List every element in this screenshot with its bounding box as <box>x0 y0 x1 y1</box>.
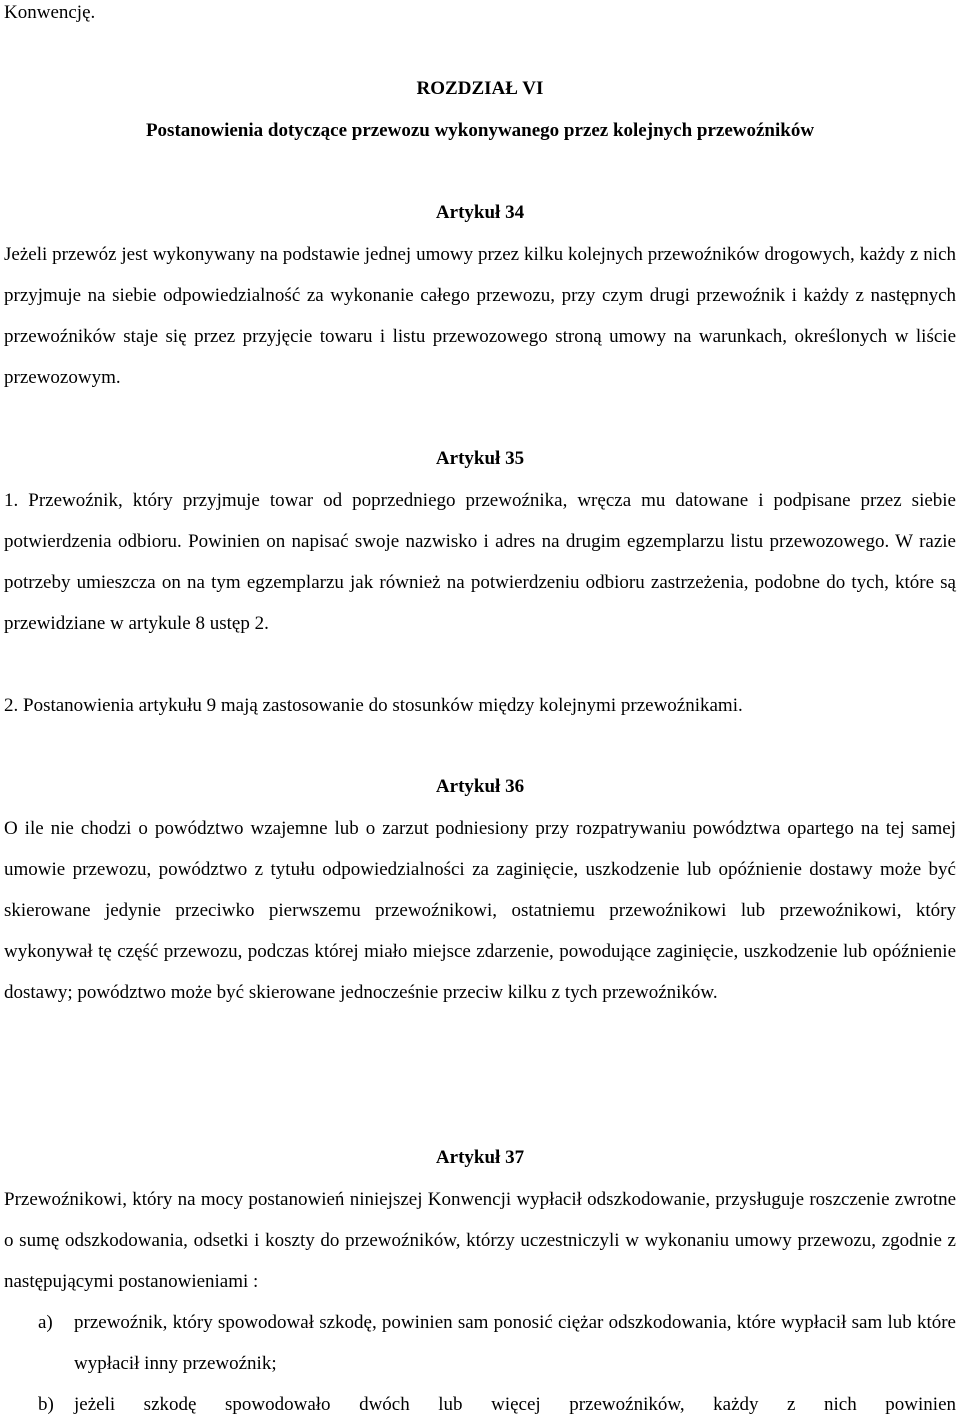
list-label: a) <box>38 1312 53 1333</box>
article-35-heading: Artykuł 35 <box>435 448 525 469</box>
article-34-text: Jeżeli przewóz jest wykonywany na podstawie jednej umowy przez kilku kolejnych przewoźników drogowych, każdy z nich przyjmuje na siebie odpowiedzialność za wykonanie całego przewozu, przy czym drugi przewoźnik i każdy z następnych przewoźników staje się przez przyjęcie towaru i listu przewozowego stroną umowy na warunkach, określonych w liście przewozowym. <box>4 244 956 388</box>
article-35-paragraph-2: 2. Postanowienia artykułu 9 mają zastosowanie do stosunków między kolejnymi przewoźnikami. <box>4 695 743 716</box>
list-text: jeżeli szkodę spowodowało dwóch lub więcej przewoźników, każdy z nich powinien <box>74 1394 956 1415</box>
article-36-text: O ile nie chodzi o powództwo wzajemne lub o zarzut podniesiony przy rozpatrywaniu powództwa opartego na tej samej umowie przewozu, powództwo z tytułu odpowiedzialności za zaginięcie, uszkodzenie lub opóźnienie dostawy może być skierowane jedynie przeciwko pierwszemu przewoźnikowi, ostatniemu przewoźnikowi lub przewoźnikowi, który wykonywał tę część przewozu, podczas której miało miejsce zdarzenie, powodujące zaginięcie, uszkodzenie lub opóźnienie dostawy; powództwo może być skierowane jednocześnie przeciw kilku z tych przewoźników. <box>4 818 956 1003</box>
article-37-heading: Artykuł 37 <box>435 1147 525 1168</box>
chapter-number: ROZDZIAŁ VI <box>416 78 544 99</box>
list-text: przewoźnik, który spowodował szkodę, powinien sam ponosić ciężar odszkodowania, które wypłacił sam lub które wypłacił inny przewoźnik; <box>74 1312 956 1374</box>
article-34-heading: Artykuł 34 <box>435 202 525 223</box>
list-label: b) <box>38 1394 54 1415</box>
article-37-text: Przewoźnikowi, który na mocy postanowień niniejszej Konwencji wypłacił odszkodowanie, przysługuje roszczenie zwrotne o sumę odszkodowania, odsetki i koszty do przewoźników, którzy uczestniczyli w wykonaniu umowy przewozu, zgodnie z następującymi postanowieniami : <box>4 1189 956 1292</box>
chapter-title: Postanowienia dotyczące przewozu wykonywanego przez kolejnych przewoźników <box>145 120 815 141</box>
article-35-paragraph-1: 1. Przewoźnik, który przyjmuje towar od poprzedniego przewoźnika, wręcza mu datowane i podpisane przez siebie potwierdzenia odbioru. Powinien on napisać swoje nazwisko i adres na drugim egzemplarzu listu przewozowego. W razie potrzeby umieszcza on na tym egzemplarzu jak również na potwierdzeniu odbioru zastrzeżenia, podobne do tych, które są przewidziane w artykule 8 ustęp 2. <box>4 490 956 634</box>
article-36-heading: Artykuł 36 <box>435 776 525 797</box>
top-fragment: Konwencję. <box>4 2 96 23</box>
